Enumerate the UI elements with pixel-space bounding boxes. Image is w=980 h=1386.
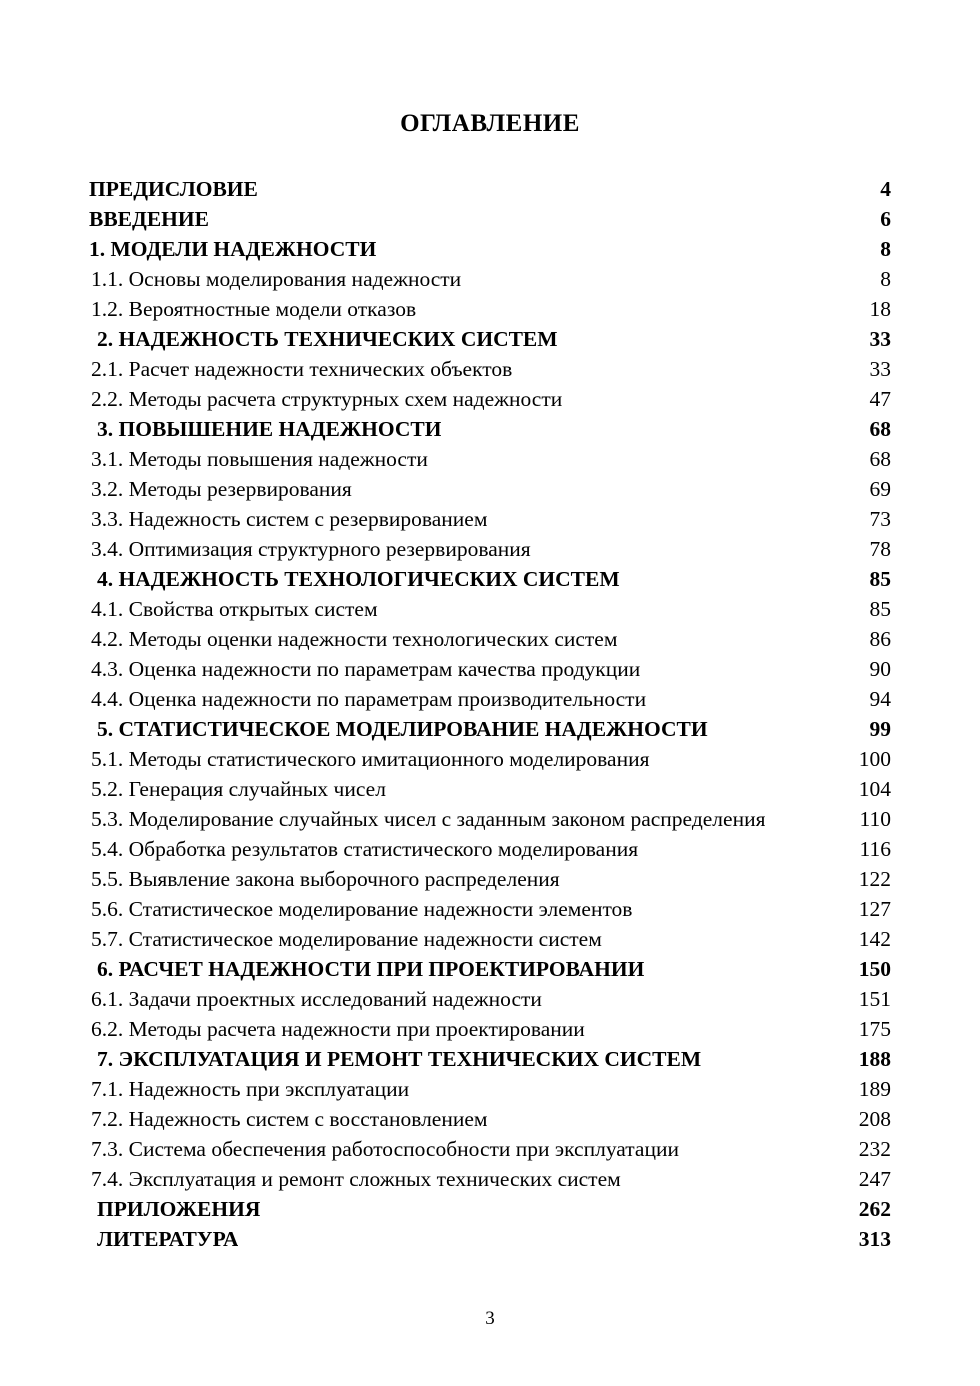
toc-entry[interactable]	[89, 834, 891, 864]
toc-entry-page-number: 47	[869, 387, 891, 411]
toc-entry-label: 7.3. Система обеспечения работоспособности при эксплуатации	[91, 1137, 679, 1161]
toc-entry-page-number: 73	[869, 507, 891, 531]
toc-entry-label: 7.2. Надежность систем с восстановлением	[91, 1107, 488, 1131]
toc-entry[interactable]	[89, 414, 891, 444]
toc-entry-label: 6.1. Задачи проектных исследований надежности	[91, 987, 542, 1011]
table-of-contents	[89, 174, 891, 1254]
toc-entry-page-number: 68	[869, 447, 891, 471]
toc-entry-label: 4. НАДЕЖНОСТЬ ТЕХНОЛОГИЧЕСКИХ СИСТЕМ	[97, 567, 620, 591]
toc-entry-page-number: 99	[869, 717, 891, 741]
toc-entry[interactable]	[89, 1014, 891, 1044]
toc-entry[interactable]	[89, 894, 891, 924]
toc-entry-label: 3.4. Оптимизация структурного резервирования	[91, 537, 531, 561]
toc-entry-label: 5.2. Генерация случайных чисел	[91, 777, 386, 801]
toc-entry[interactable]	[89, 204, 891, 234]
toc-entry-page-number: 247	[858, 1167, 891, 1191]
toc-entry[interactable]	[89, 1194, 891, 1224]
toc-entry-page-number: 104	[858, 777, 891, 801]
toc-entry-page-number: 85	[869, 597, 891, 621]
toc-entry[interactable]	[89, 444, 891, 474]
toc-entry-label: 5.7. Статистическое моделирование надежности систем	[91, 927, 602, 951]
toc-entry-page-number: 175	[858, 1017, 891, 1041]
toc-entry-page-number: 122	[858, 867, 891, 891]
toc-entry[interactable]	[89, 324, 891, 354]
toc-entry-label: ВВЕДЕНИЕ	[89, 207, 209, 231]
toc-entry-label: 4.1. Свойства открытых систем	[91, 597, 378, 621]
toc-entry-label: ПРЕДИСЛОВИЕ	[89, 177, 258, 201]
toc-entry-page-number: 69	[869, 477, 891, 501]
toc-entry[interactable]	[89, 504, 891, 534]
toc-entry-page-number: 68	[869, 417, 891, 441]
toc-entry-label: ЛИТЕРАТУРА	[97, 1227, 239, 1251]
toc-entry-label: 5.4. Обработка результатов статистического моделирования	[91, 837, 639, 861]
toc-entry[interactable]	[89, 684, 891, 714]
toc-entry-label: 1.2. Вероятностные модели отказов	[91, 297, 417, 321]
toc-entry-label: 2.1. Расчет надежности технических объектов	[91, 357, 513, 381]
toc-entry[interactable]	[89, 654, 891, 684]
toc-entry[interactable]	[89, 474, 891, 504]
toc-entry-label: 3. ПОВЫШЕНИЕ НАДЕЖНОСТИ	[97, 417, 442, 441]
toc-entry[interactable]	[89, 984, 891, 1014]
page-title: ОГЛАВЛЕНИЕ	[400, 110, 580, 137]
toc-entry-page-number: 86	[869, 627, 891, 651]
toc-entry[interactable]	[89, 294, 891, 324]
toc-entry[interactable]	[89, 1134, 891, 1164]
toc-entry-page-number: 8	[880, 267, 891, 291]
toc-entry-page-number: 8	[880, 237, 891, 261]
toc-entry-page-number: 33	[869, 357, 891, 381]
toc-entry[interactable]	[89, 1224, 891, 1254]
toc-entry-page-number: 262	[858, 1197, 891, 1221]
toc-entry-page-number: 142	[858, 927, 891, 951]
toc-entry-page-number: 116	[859, 837, 891, 861]
toc-entry-label: 6. РАСЧЕТ НАДЕЖНОСТИ ПРИ ПРОЕКТИРОВАНИИ	[97, 957, 645, 981]
toc-entry[interactable]	[89, 564, 891, 594]
toc-entry[interactable]	[89, 384, 891, 414]
toc-entry-page-number: 85	[869, 567, 891, 591]
toc-entry-page-number: 208	[858, 1107, 891, 1131]
toc-entry-page-number: 189	[858, 1077, 891, 1101]
toc-entry-label: 3.2. Методы резервирования	[91, 477, 352, 501]
toc-entry-page-number: 6	[880, 207, 891, 231]
toc-entry-label: 5.3. Моделирование случайных чисел с заданным законом распределения	[91, 807, 766, 831]
toc-entry-page-number: 232	[858, 1137, 891, 1161]
toc-entry-label: 4.2. Методы оценки надежности технологических систем	[91, 627, 618, 651]
toc-entry[interactable]	[89, 1044, 891, 1074]
toc-entry-page-number: 110	[859, 807, 891, 831]
toc-entry[interactable]	[89, 624, 891, 654]
toc-entry[interactable]	[89, 864, 891, 894]
toc-entry-label: 1. МОДЕЛИ НАДЕЖНОСТИ	[89, 237, 377, 261]
toc-entry-page-number: 94	[869, 687, 891, 711]
toc-entry-label: 5.6. Статистическое моделирование надежности элементов	[91, 897, 633, 921]
toc-entry[interactable]	[89, 174, 891, 204]
toc-entry-page-number: 313	[858, 1227, 891, 1251]
toc-entry-label: 1.1. Основы моделирования надежности	[91, 267, 462, 291]
toc-entry-label: 5. СТАТИСТИЧЕСКОЕ МОДЕЛИРОВАНИЕ НАДЕЖНОСТИ	[97, 717, 708, 741]
toc-entry-page-number: 90	[869, 657, 891, 681]
toc-entry[interactable]	[89, 264, 891, 294]
toc-entry-page-number: 78	[869, 537, 891, 561]
toc-entry[interactable]	[89, 594, 891, 624]
toc-entry-label: 7.1. Надежность при эксплуатации	[91, 1077, 410, 1101]
toc-entry[interactable]	[89, 354, 891, 384]
toc-entry-label: ПРИЛОЖЕНИЯ	[97, 1197, 261, 1221]
toc-entry-page-number: 33	[869, 327, 891, 351]
toc-entry[interactable]	[89, 774, 891, 804]
toc-entry-label: 3.1. Методы повышения надежности	[91, 447, 428, 471]
toc-entry-label: 3.3. Надежность систем с резервированием	[91, 507, 488, 531]
toc-entry[interactable]	[89, 534, 891, 564]
toc-entry[interactable]	[89, 1074, 891, 1104]
toc-entry-page-number: 100	[858, 747, 891, 771]
toc-entry[interactable]	[89, 1104, 891, 1134]
toc-entry-label: 7.4. Эксплуатация и ремонт сложных технических систем	[91, 1167, 621, 1191]
toc-entry[interactable]	[89, 714, 891, 744]
toc-entry[interactable]	[89, 954, 891, 984]
toc-entry-label: 5.5. Выявление закона выборочного распределения	[91, 867, 560, 891]
toc-entry-label: 4.4. Оценка надежности по параметрам производительности	[91, 687, 647, 711]
toc-entry-page-number: 151	[858, 987, 891, 1011]
toc-entry-label: 2.2. Методы расчета структурных схем надежности	[91, 387, 563, 411]
toc-entry-page-number: 4	[880, 177, 891, 201]
toc-entry-page-number: 188	[858, 1047, 891, 1071]
toc-entry[interactable]	[89, 924, 891, 954]
toc-entry[interactable]	[89, 744, 891, 774]
toc-entry[interactable]	[89, 1164, 891, 1194]
toc-entry-page-number: 150	[858, 957, 891, 981]
toc-entry-label: 4.3. Оценка надежности по параметрам качества продукции	[91, 657, 641, 681]
toc-entry-label: 2. НАДЕЖНОСТЬ ТЕХНИЧЕСКИХ СИСТЕМ	[97, 327, 558, 351]
toc-entry[interactable]	[89, 804, 891, 834]
footer-page-number: 3	[485, 1308, 495, 1329]
toc-entry-page-number: 127	[858, 897, 891, 921]
toc-entry-label: 5.1. Методы статистического имитационного моделирования	[91, 747, 650, 771]
toc-entry-page-number: 18	[869, 297, 891, 321]
toc-entry-label: 7. ЭКСПЛУАТАЦИЯ И РЕМОНТ ТЕХНИЧЕСКИХ СИСТЕМ	[97, 1047, 702, 1071]
toc-entry[interactable]	[89, 234, 891, 264]
toc-entry-label: 6.2. Методы расчета надежности при проектировании	[91, 1017, 585, 1041]
